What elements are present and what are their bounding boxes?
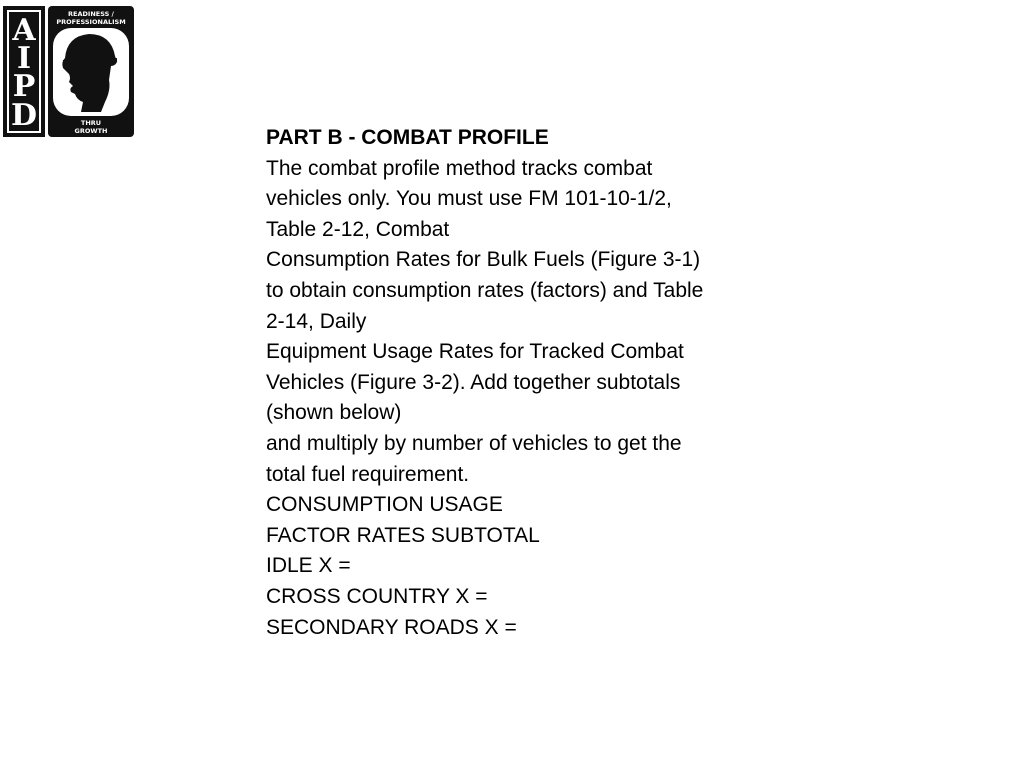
body-line: Equipment Usage Rates for Tracked Combat: [266, 340, 684, 364]
table-row: CROSS COUNTRY X =: [266, 584, 488, 608]
table-header-line: CONSUMPTION USAGE: [266, 493, 503, 517]
svg-text:READINESS /: READINESS /: [68, 10, 114, 18]
body-line: total fuel requirement.: [266, 462, 470, 486]
svg-text:PROFESSIONALISM: PROFESSIONALISM: [56, 18, 126, 26]
svg-text:D: D: [10, 98, 38, 133]
body-line: Table 2-12, Combat: [266, 217, 450, 241]
body-line: The combat profile method tracks combat: [266, 156, 653, 180]
table-row: IDLE X =: [266, 554, 351, 578]
svg-text:P: P: [12, 69, 36, 104]
document-body: [266, 123, 766, 643]
svg-text:A: A: [12, 13, 36, 48]
body-line: to obtain consumption rates (factors) and Table: [266, 278, 704, 302]
body-line: (shown below): [266, 401, 402, 425]
table-header-line: FACTOR RATES SUBTOTAL: [266, 523, 540, 547]
body-line: 2-14, Daily: [266, 309, 367, 333]
body-line: vehicles only. You must use FM 101-10-1/2,: [266, 187, 672, 211]
section-heading: PART B - COMBAT PROFILE: [266, 126, 549, 149]
aipd-logo: [3, 6, 135, 138]
body-line: Vehicles (Figure 3-2). Add together subtotals: [266, 370, 681, 394]
table-row: SECONDARY ROADS X =: [266, 615, 517, 639]
svg-text:I: I: [16, 41, 32, 76]
svg-text:GROWTH: GROWTH: [74, 127, 108, 135]
body-line: and multiply by number of vehicles to get the: [266, 431, 682, 455]
body-line: Consumption Rates for Bulk Fuels (Figure 3-1): [266, 248, 701, 272]
svg-text:THRU: THRU: [80, 119, 102, 127]
aipd-soldier-emblem-icon: [3, 6, 135, 138]
